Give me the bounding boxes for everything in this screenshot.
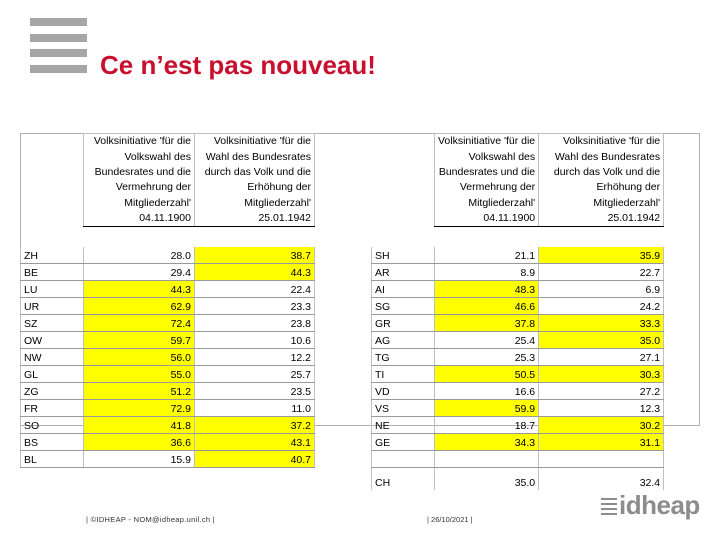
header-initiative-1900-right: Volkswahl des (435, 149, 539, 164)
header-initiative-1942-right: Wahl des Bundesrates (539, 149, 664, 164)
spacer-cell (435, 227, 539, 248)
row-spacer (315, 349, 372, 366)
table-row (21, 332, 664, 349)
header-initiative-1900-right: Mitgliederzahl' (435, 196, 539, 211)
header-spacer-right (372, 211, 435, 227)
canton-code: BS (21, 434, 84, 451)
canton-code: BE (21, 264, 84, 281)
header-initiative-1942-right: Mitgliederzahl' (539, 196, 664, 211)
value-1900: 62.9 (84, 298, 195, 315)
total-canton-code: CH (372, 468, 435, 491)
canton-code: AG (372, 332, 435, 349)
value-1942: 40.7 (195, 451, 315, 468)
canton-code: TI (372, 366, 435, 383)
total-spacer (195, 468, 315, 491)
table-row (21, 315, 664, 332)
canton-code: UR (21, 298, 84, 315)
header-initiative-1942: durch das Volk und die (195, 165, 315, 180)
header-spacer-left (21, 134, 84, 150)
canton-code: GL (21, 366, 84, 383)
total-value-1942: 32.4 (539, 468, 664, 491)
value-1900: 72.9 (84, 400, 195, 417)
table-row (21, 383, 664, 400)
idheap-logo (601, 490, 700, 522)
header-row (21, 165, 664, 180)
header-spacer-right (372, 165, 435, 180)
footer-date: | 26/10/2021 | (427, 515, 473, 524)
header-initiative-1900-right: Volksinitiative 'für die (435, 134, 539, 150)
canton-code: SZ (21, 315, 84, 332)
row-spacer (315, 281, 372, 298)
value-1942: 22.7 (539, 264, 664, 281)
value-1900: 21.1 (435, 247, 539, 264)
value-1900: 72.4 (84, 315, 195, 332)
header-initiative-1942-right: durch das Volk und die (539, 165, 664, 180)
value-empty (539, 451, 664, 468)
table-row (21, 400, 664, 417)
total-value-1900: 35.0 (435, 468, 539, 491)
spacer-cell (84, 227, 195, 248)
canton-code: SH (372, 247, 435, 264)
value-1942: 38.7 (195, 247, 315, 264)
header-spacer-left (21, 165, 84, 180)
canton-code: GR (372, 315, 435, 332)
header-spacer-mid (315, 134, 372, 150)
spacer-cell (21, 227, 84, 248)
header-spacer-left (21, 149, 84, 164)
header-initiative-1942: Erhöhung der (195, 180, 315, 195)
row-spacer (315, 264, 372, 281)
value-1900: 46.6 (435, 298, 539, 315)
canton-code: AI (372, 281, 435, 298)
row-spacer (315, 400, 372, 417)
canton-code: NW (21, 349, 84, 366)
header-initiative-1900: Vermehrung der (84, 180, 195, 195)
value-1942: 37.2 (195, 417, 315, 434)
row-spacer (315, 383, 372, 400)
row-spacer (315, 315, 372, 332)
footer-copyright: | ©IDHEAP - NOM@idheap.unil.ch | (86, 515, 216, 524)
table-row (21, 434, 664, 451)
value-1942: 12.3 (539, 400, 664, 417)
value-1900: 8.9 (435, 264, 539, 281)
header-spacer-right (372, 134, 435, 150)
value-1942: 25.7 (195, 366, 315, 383)
value-1942: 35.0 (539, 332, 664, 349)
value-1900: 25.3 (435, 349, 539, 366)
header-initiative-1942: 25.01.1942 (195, 211, 315, 227)
canton-code: ZH (21, 247, 84, 264)
spacer-row (21, 227, 664, 248)
value-empty (435, 451, 539, 468)
row-spacer (315, 434, 372, 451)
value-1942: 6.9 (539, 281, 664, 298)
table-row (21, 366, 664, 383)
header-initiative-1942: Mitgliederzahl' (195, 196, 315, 211)
value-1900: 36.6 (84, 434, 195, 451)
header-initiative-1900-right: Vermehrung der (435, 180, 539, 195)
spacer-cell (195, 227, 315, 248)
header-initiative-1942-right: 25.01.1942 (539, 211, 664, 227)
value-1942: 43.1 (195, 434, 315, 451)
total-spacer (84, 468, 195, 491)
value-1942: 31.1 (539, 434, 664, 451)
value-1942: 22.4 (195, 281, 315, 298)
spacer-cell (315, 227, 372, 248)
value-1942: 11.0 (195, 400, 315, 417)
header-spacer-mid (315, 149, 372, 164)
value-1900: 37.8 (435, 315, 539, 332)
value-1942: 27.1 (539, 349, 664, 366)
header-initiative-1900: Mitgliederzahl' (84, 196, 195, 211)
page-title: Ce n’est pas nouveau! (100, 50, 376, 80)
table-row (21, 417, 664, 434)
header-row (21, 211, 664, 227)
total-row (21, 468, 664, 491)
header-initiative-1942-right: Erhöhung der (539, 180, 664, 195)
results-table (20, 133, 664, 490)
row-spacer (315, 417, 372, 434)
menu-bars-icon (30, 18, 87, 80)
header-spacer-left (21, 211, 84, 227)
row-spacer (315, 298, 372, 315)
canton-code: BL (21, 451, 84, 468)
value-1900: 28.0 (84, 247, 195, 264)
header-spacer-right (372, 149, 435, 164)
value-1900: 34.3 (435, 434, 539, 451)
row-spacer (315, 366, 372, 383)
canton-code: VS (372, 400, 435, 417)
table-row (21, 451, 664, 468)
canton-code: TG (372, 349, 435, 366)
value-1942: 30.2 (539, 417, 664, 434)
value-1942: 23.8 (195, 315, 315, 332)
spacer-cell (372, 227, 435, 248)
value-1900: 59.9 (435, 400, 539, 417)
row-spacer (315, 451, 372, 468)
header-initiative-1942-right: Volksinitiative 'für die (539, 134, 664, 150)
value-1942: 10.6 (195, 332, 315, 349)
canton-code: VD (372, 383, 435, 400)
canton-code: AR (372, 264, 435, 281)
canton-code: ZG (21, 383, 84, 400)
canton-code: NE (372, 417, 435, 434)
table-row (21, 298, 664, 315)
header-row (21, 149, 664, 164)
header-initiative-1942: Wahl des Bundesrates (195, 149, 315, 164)
header-spacer-left (21, 180, 84, 195)
value-1900: 15.9 (84, 451, 195, 468)
header-row (21, 180, 664, 195)
table-row (21, 281, 664, 298)
canton-code-empty (372, 451, 435, 468)
table-row (21, 349, 664, 366)
header-spacer-right (372, 196, 435, 211)
value-1900: 56.0 (84, 349, 195, 366)
value-1900: 25.4 (435, 332, 539, 349)
canton-code: GE (372, 434, 435, 451)
header-initiative-1900: 04.11.1900 (84, 211, 195, 227)
value-1942: 23.3 (195, 298, 315, 315)
value-1900: 29.4 (84, 264, 195, 281)
header-spacer-right (372, 180, 435, 195)
value-1942: 35.9 (539, 247, 664, 264)
canton-code: SO (21, 417, 84, 434)
canton-code: SG (372, 298, 435, 315)
value-1900: 18.7 (435, 417, 539, 434)
header-initiative-1900: Volkswahl des (84, 149, 195, 164)
value-1942: 44.3 (195, 264, 315, 281)
total-spacer (21, 468, 84, 491)
value-1900: 55.0 (84, 366, 195, 383)
header-spacer-mid (315, 211, 372, 227)
canton-code: LU (21, 281, 84, 298)
value-1942: 33.3 (539, 315, 664, 332)
row-spacer (315, 247, 372, 264)
value-1900: 48.3 (435, 281, 539, 298)
canton-code: OW (21, 332, 84, 349)
header-initiative-1900: Volksinitiative 'für die (84, 134, 195, 150)
header-initiative-1900: Bundesrates und die (84, 165, 195, 180)
header-row (21, 196, 664, 211)
header-spacer-mid (315, 196, 372, 211)
table-row (21, 247, 664, 264)
value-1942: 30.3 (539, 366, 664, 383)
header-spacer-left (21, 196, 84, 211)
value-1900: 44.3 (84, 281, 195, 298)
value-1900: 41.8 (84, 417, 195, 434)
value-1942: 24.2 (539, 298, 664, 315)
total-spacer (315, 468, 372, 491)
value-1900: 16.6 (435, 383, 539, 400)
value-1942: 27.2 (539, 383, 664, 400)
value-1900: 59.7 (84, 332, 195, 349)
row-spacer (315, 332, 372, 349)
header-initiative-1942: Volksinitiative 'für die (195, 134, 315, 150)
spacer-cell (539, 227, 664, 248)
header-spacer-mid (315, 180, 372, 195)
header-spacer-mid (315, 165, 372, 180)
logo-text: idheap (619, 490, 700, 520)
value-1942: 23.5 (195, 383, 315, 400)
value-1900: 51.2 (84, 383, 195, 400)
table-row (21, 264, 664, 281)
value-1900: 50.5 (435, 366, 539, 383)
header-initiative-1900-right: Bundesrates und die (435, 165, 539, 180)
header-initiative-1900-right: 04.11.1900 (435, 211, 539, 227)
canton-code: FR (21, 400, 84, 417)
value-1942: 12.2 (195, 349, 315, 366)
header-row (21, 134, 664, 150)
